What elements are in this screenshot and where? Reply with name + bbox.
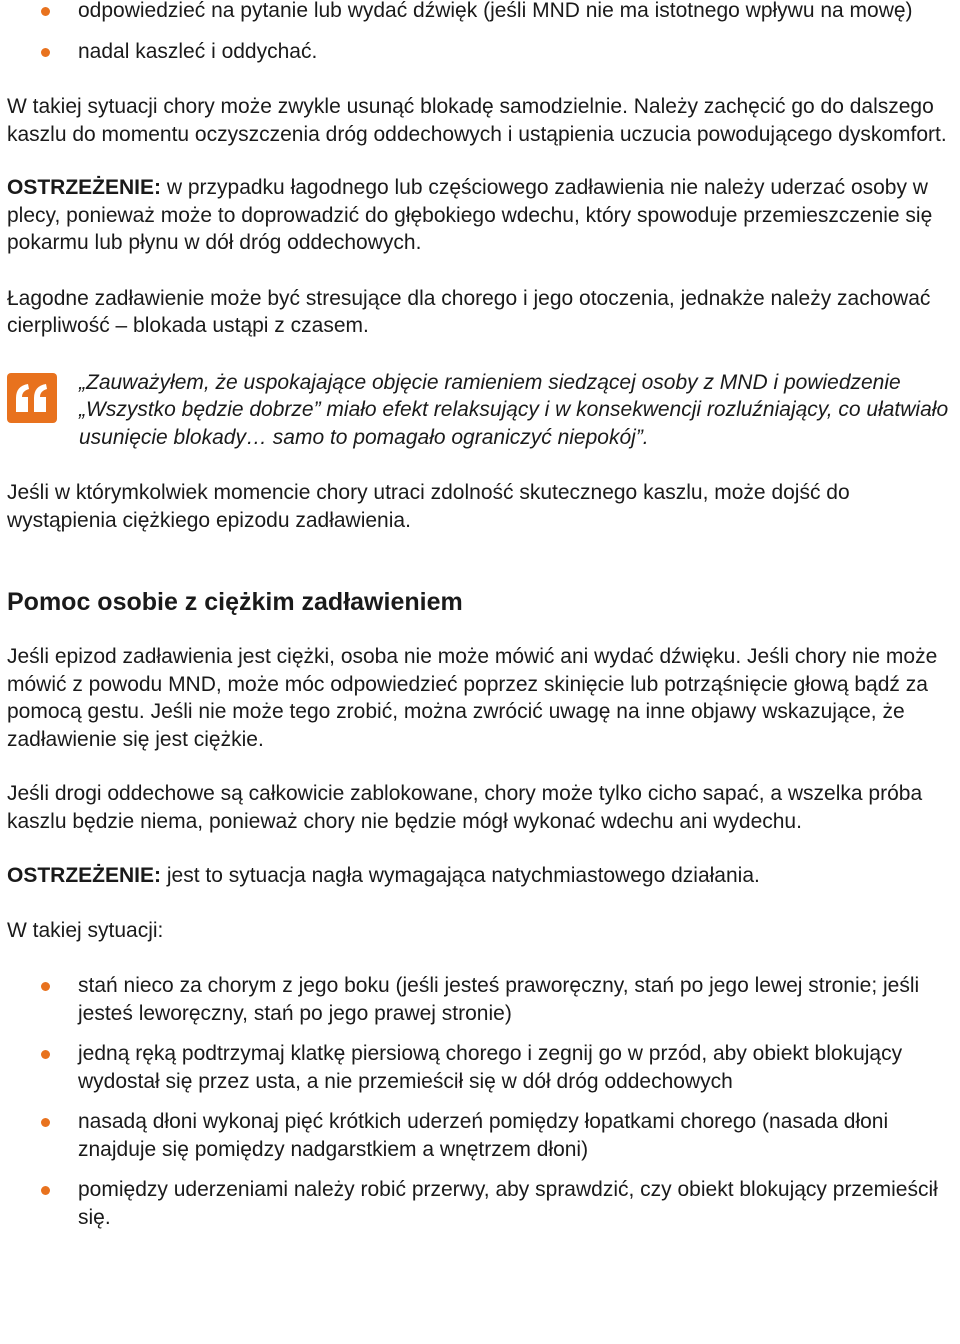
list-item [7, 38, 957, 66]
bullet-icon [41, 982, 50, 991]
top-bullet-list [7, 0, 957, 65]
warning-label: OSTRZEŻENIE: [7, 176, 162, 199]
list-item-text: odpowiedzieć na pytanie lub wydać dźwięk (jeśli MND nie ma istotnego wpływu na mowę) [78, 0, 913, 22]
list-item [7, 1040, 957, 1095]
quote-icon [7, 373, 57, 423]
paragraph-full-blockage: Jeśli drogi oddechowe są całkowicie zablokowane, chory może tylko cicho sapać, a wszelka próba kaszlu będzie niema, ponieważ chory nie będzie mógł wykonać wdechu ani wydechu. [7, 782, 923, 833]
list-item [7, 1176, 957, 1231]
document-page [7, 0, 957, 1231]
warning-text: jest to sytuacja nagła wymagająca natychmiastowego działania. [161, 864, 760, 887]
list-item-text: nadal kaszleć i oddychać. [78, 39, 318, 63]
paragraph-in-this-situation: W takiej sytuacji: [7, 918, 164, 942]
list-item [7, 1108, 957, 1163]
bullet-icon [41, 1050, 50, 1059]
list-item-text: jedną ręką podtrzymaj klatkę piersiową chorego i zegnij go w przód, aby obiekt blokujący wydostał się przez usta, a nie przemieścił się w dół dróg oddechowych [78, 1042, 903, 1093]
paragraph-severe-signs: Jeśli epizod zadławienia jest ciężki, osoba nie może mówić ani wydać dźwięku. Jeśli chory nie może mówić z powodu MND, może móc odpowiedzieć poprzez skinięcie lub potrząśnięcie głową bądź za pomocą gestu. Jeśli nie może tego zrobić, można zwrócić uwagę na inne objawy wskazujące, że zadławienie się jest ciężkie. [7, 645, 938, 751]
paragraph-severe-onset: Jeśli w którymkolwiek momencie chory utraci zdolność skutecznego kaszlu, może dojść do wystąpienia ciężkiego epizodu zadławienia. [7, 481, 850, 532]
quote-block [7, 369, 957, 452]
bullet-icon [41, 48, 50, 57]
section-heading: Pomoc osobie z ciężkim zadławieniem [7, 588, 463, 616]
list-item-text: nasadą dłoni wykonaj pięć krótkich uderzeń pomiędzy łopatkami chorego (nasada dłoni znajduje się pomiędzy nadgarstkiem a wnętrzem dłoni) [78, 1110, 889, 1161]
bullet-icon [41, 7, 50, 16]
warning-text: w przypadku łagodnego lub częściowego zadławienia nie należy uderzać osoby w plecy, ponieważ może to doprowadzić do głębokiego wdechu, który spowoduje przemieszczenie się pokarmu lub płynu w dół dróg oddechowych. [7, 176, 933, 254]
paragraph-self-clearing: W takiej sytuacji chory może zwykle usunąć blokadę samodzielnie. Należy zachęcić go do dalszego kaszlu do momentu oczyszczenia dróg oddechowych i ustąpienia uczucia powodującego dyskomfort. [7, 95, 947, 146]
warning-label: OSTRZEŻENIE: [7, 864, 162, 887]
warning-paragraph-emergency [7, 862, 957, 890]
bottom-bullet-list [7, 972, 957, 1231]
paragraph-patience: Łagodne zadławienie może być stresujące dla chorego i jego otoczenia, jednakże należy zachować cierpliwość – blokada ustąpi z czasem. [7, 286, 931, 337]
list-item-text: pomiędzy uderzeniami należy robić przerwy, aby sprawdzić, czy obiekt blokujący przemieścił się. [78, 1178, 938, 1229]
bullet-icon [41, 1186, 50, 1195]
bullet-icon [41, 1118, 50, 1127]
list-item [7, 972, 957, 1027]
warning-paragraph-mild [7, 174, 957, 257]
list-item [7, 0, 957, 25]
list-item-text: stań nieco za chorym z jego boku (jeśli jesteś praworęczny, stań po jego lewej stronie; jeśli jesteś leworęczny, stań po jego prawej stronie) [78, 974, 920, 1025]
quote-text: „Zauważyłem, że uspokajające objęcie ramieniem siedzącej osoby z MND i powiedzenie „Wszystko będzie dobrze” miało efekt relaksujący i w konsekwencji rozluźniający, co ułatwiało usunięcie blokady… samo to pomagało ograniczyć niepokój”. [79, 370, 949, 449]
